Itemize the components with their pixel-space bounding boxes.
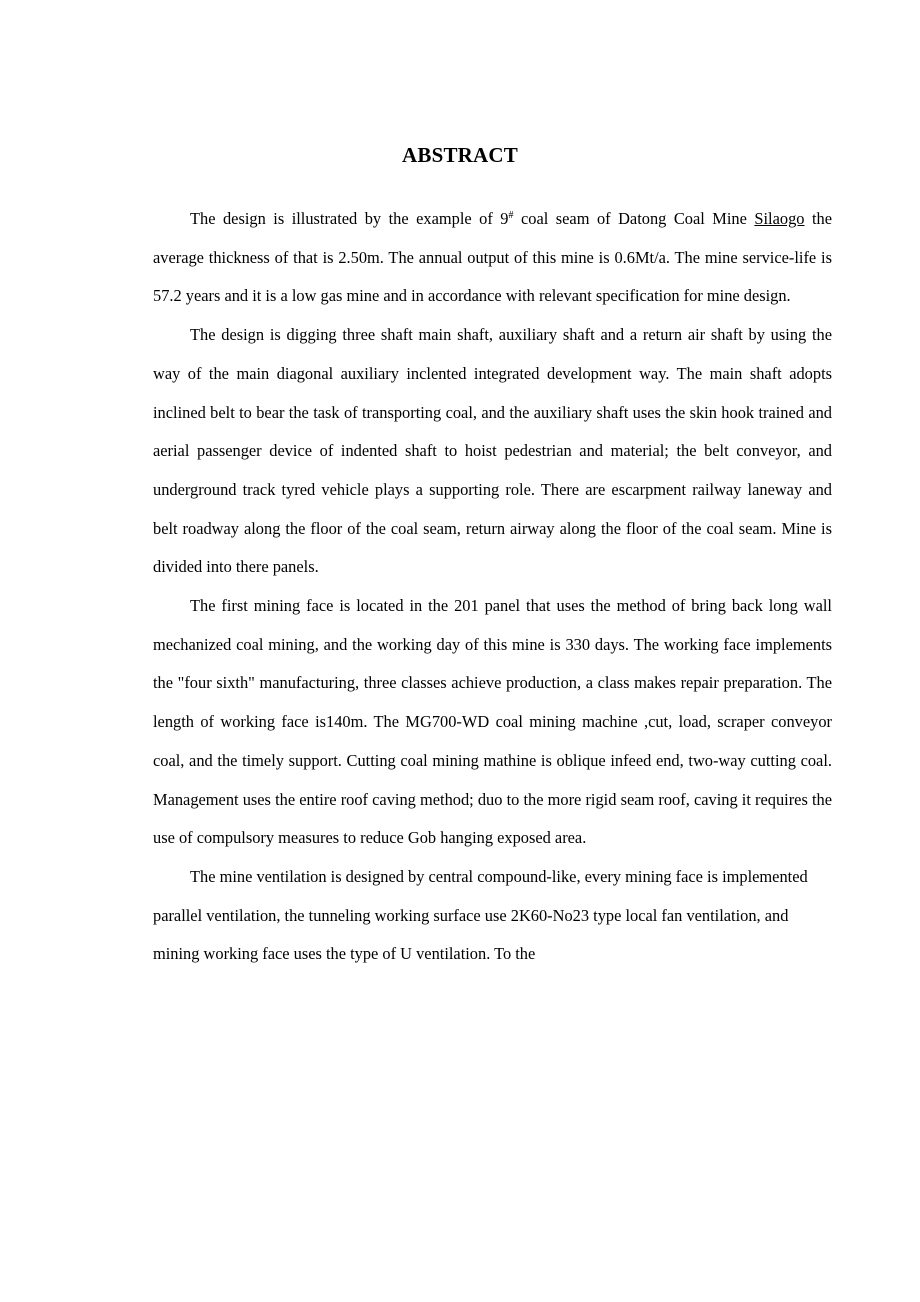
abstract-body: [153, 200, 832, 974]
seam-number-superscript: #: [508, 210, 514, 221]
paragraph-1-text-rest: the average thickness of that is 2.50m. The annual output of this mine is 0.6Mt/a. The mine service-life is 57.2 years and it is a low gas mine and in accordance with relevant specification for mine design.: [153, 209, 832, 306]
mine-name-underlined: Silaogo: [754, 209, 805, 228]
paragraph-2: The design is digging three shaft main shaft, auxiliary shaft and a return air shaft by using the way of the main diagonal auxiliary inclented integrated development way. The main shaft adopts inclined belt to bear the task of transporting coal, and the auxiliary shaft uses the skin hook trained and aerial passenger device of indented shaft to hoist pedestrian and material; the belt conveyor, and underground track tyred vehicle plays a supporting role. There are escarpment railway laneway and belt roadway along the floor of the coal seam, return airway along the floor of the coal seam. Mine is divided into there panels.: [153, 325, 832, 577]
paragraph-3: The first mining face is located in the 201 panel that uses the method of bring back long wall mechanized coal mining, and the working day of this mine is 330 days. The working face implements the "four sixth" manufacturing, three classes achieve production, a class makes repair preparation. The length of working face is140m. The MG700-WD coal mining machine ,cut, load, scraper conveyor coal, and the timely support. Cutting coal mining mathine is oblique infeed end, two-way cutting coal. Management uses the entire roof caving method; duo to the more rigid seam roof, caving it requires the use of compulsory measures to reduce Gob hanging exposed area.: [153, 596, 832, 848]
paragraph-1: [153, 200, 832, 316]
paragraph-1-text-mid: coal seam of Datong Coal Mine: [513, 209, 755, 228]
abstract-title: ABSTRACT: [402, 143, 518, 167]
paragraph-1-text-start: The design is illustrated by the example of 9: [190, 209, 509, 228]
paragraph-4: The mine ventilation is designed by central compound-like, every mining face is implemented parallel ventilation, the tunneling working surface use 2K60-No23 type local fan ventilation, and mining working face uses the type of U ventilation. To the: [153, 866, 808, 964]
